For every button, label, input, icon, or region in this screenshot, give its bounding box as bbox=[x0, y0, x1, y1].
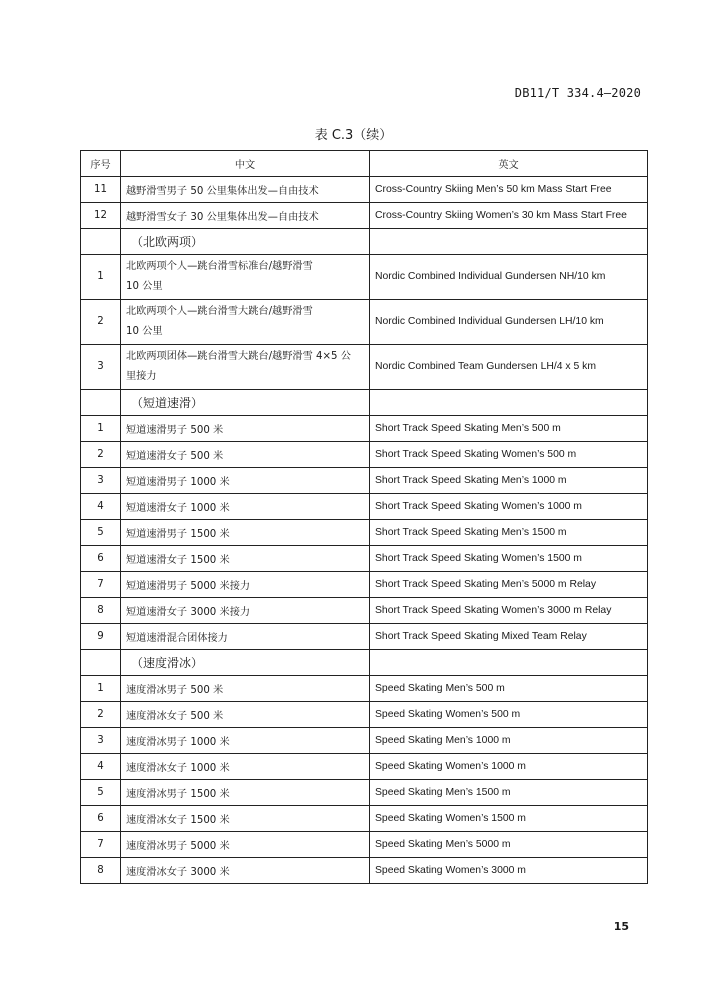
table-row bbox=[81, 598, 648, 624]
cell-en: Speed Skating Men’s 1500 m bbox=[370, 780, 648, 806]
cell-no: 3 bbox=[81, 468, 121, 494]
table-row bbox=[81, 345, 648, 390]
cell-zh: 越野滑雪女子 30 公里集体出发—自由技术 bbox=[121, 203, 370, 229]
cell-en: Short Track Speed Skating Women’s 1500 m bbox=[370, 546, 648, 572]
cell-en: Speed Skating Women’s 1500 m bbox=[370, 806, 648, 832]
cell-no: 5 bbox=[81, 780, 121, 806]
table-row bbox=[81, 416, 648, 442]
table-row bbox=[81, 780, 648, 806]
cell-en: Nordic Combined Individual Gundersen LH/10 km bbox=[370, 300, 648, 345]
cell-no bbox=[81, 650, 121, 676]
table-section-row bbox=[81, 229, 648, 255]
table-title: 表 C.3（续） bbox=[314, 128, 393, 143]
cell-zh: （速度滑冰） bbox=[121, 650, 370, 676]
cell-zh: 速度滑冰女子 3000 米 bbox=[121, 858, 370, 884]
cell-en bbox=[370, 390, 648, 416]
cell-zh-line2: 里接力 bbox=[126, 371, 157, 382]
cell-zh: 速度滑冰男子 1500 米 bbox=[121, 780, 370, 806]
cell-no bbox=[81, 390, 121, 416]
cell-no: 1 bbox=[81, 255, 121, 300]
cell-no: 7 bbox=[81, 572, 121, 598]
cell-en bbox=[370, 650, 648, 676]
table-header-row bbox=[81, 151, 648, 177]
cell-en: Speed Skating Men’s 1000 m bbox=[370, 728, 648, 754]
cell-en: Speed Skating Men’s 500 m bbox=[370, 676, 648, 702]
table-row bbox=[81, 546, 648, 572]
cell-zh: 短道速滑混合团体接力 bbox=[121, 624, 370, 650]
table-section-row bbox=[81, 390, 648, 416]
cell-en: Short Track Speed Skating Mixed Team Relay bbox=[370, 624, 648, 650]
table-row bbox=[81, 832, 648, 858]
table-row bbox=[81, 728, 648, 754]
cell-no: 6 bbox=[81, 546, 121, 572]
table-row bbox=[81, 702, 648, 728]
table-section-row bbox=[81, 650, 648, 676]
cell-zh: 短道速滑男子 1500 米 bbox=[121, 520, 370, 546]
cell-en: Short Track Speed Skating Men’s 1500 m bbox=[370, 520, 648, 546]
cell-zh-line1: 北欧两项个人—跳台滑雪标准台/越野滑雪 bbox=[126, 261, 313, 272]
cell-no: 4 bbox=[81, 494, 121, 520]
cell-en: Speed Skating Men’s 5000 m bbox=[370, 832, 648, 858]
table-row bbox=[81, 255, 648, 300]
cell-zh-line1: 北欧两项个人—跳台滑雪大跳台/越野滑雪 bbox=[126, 306, 313, 317]
table-row bbox=[81, 177, 648, 203]
table-row bbox=[81, 624, 648, 650]
cell-no: 9 bbox=[81, 624, 121, 650]
cell-en: Speed Skating Women’s 500 m bbox=[370, 702, 648, 728]
cell-no: 11 bbox=[81, 177, 121, 203]
page-number: 15 bbox=[613, 920, 629, 933]
cell-no: 3 bbox=[81, 728, 121, 754]
cell-no: 7 bbox=[81, 832, 121, 858]
cell-no: 5 bbox=[81, 520, 121, 546]
cell-zh: 速度滑冰男子 5000 米 bbox=[121, 832, 370, 858]
cell-en bbox=[370, 229, 648, 255]
cell-no: 2 bbox=[81, 702, 121, 728]
cell-no: 2 bbox=[81, 442, 121, 468]
table-row bbox=[81, 676, 648, 702]
cell-zh: （北欧两项） bbox=[121, 229, 370, 255]
cell-en: Short Track Speed Skating Women’s 3000 m Relay bbox=[370, 598, 648, 624]
cell-en: Nordic Combined Individual Gundersen NH/10 km bbox=[370, 255, 648, 300]
table-row bbox=[81, 806, 648, 832]
column-header-en: 英文 bbox=[370, 151, 648, 177]
cell-en: Cross-Country Skiing Women’s 30 km Mass Start Free bbox=[370, 203, 648, 229]
cell-zh: （短道速滑） bbox=[121, 390, 370, 416]
column-header-zh: 中文 bbox=[121, 151, 370, 177]
cell-zh: 短道速滑男子 5000 米接力 bbox=[121, 572, 370, 598]
cell-zh: 短道速滑女子 1000 米 bbox=[121, 494, 370, 520]
cell-en: Cross-Country Skiing Men’s 50 km Mass Start Free bbox=[370, 177, 648, 203]
standard-code: DB11/T 334.4—2020 bbox=[514, 86, 641, 100]
cell-zh: 速度滑冰男子 500 米 bbox=[121, 676, 370, 702]
table-row bbox=[81, 754, 648, 780]
cell-no: 3 bbox=[81, 345, 121, 390]
cell-zh: 速度滑冰女子 500 米 bbox=[121, 702, 370, 728]
table-body bbox=[81, 177, 648, 884]
cell-zh: 越野滑雪男子 50 公里集体出发—自由技术 bbox=[121, 177, 370, 203]
cell-zh-line2: 10 公里 bbox=[126, 326, 163, 337]
cell-no: 4 bbox=[81, 754, 121, 780]
cell-no bbox=[81, 229, 121, 255]
cell-en: Short Track Speed Skating Women’s 1000 m bbox=[370, 494, 648, 520]
cell-no: 1 bbox=[81, 416, 121, 442]
cell-zh: 短道速滑女子 1500 米 bbox=[121, 546, 370, 572]
cell-no: 6 bbox=[81, 806, 121, 832]
cell-no: 1 bbox=[81, 676, 121, 702]
cell-zh: 短道速滑男子 1000 米 bbox=[121, 468, 370, 494]
cell-zh-line2: 10 公里 bbox=[126, 281, 163, 292]
cell-en: Short Track Speed Skating Men’s 1000 m bbox=[370, 468, 648, 494]
cell-zh bbox=[121, 345, 370, 390]
table-row bbox=[81, 203, 648, 229]
table-row bbox=[81, 494, 648, 520]
table-row bbox=[81, 520, 648, 546]
terms-table bbox=[80, 150, 648, 884]
cell-en: Nordic Combined Team Gundersen LH/4 x 5 km bbox=[370, 345, 648, 390]
cell-no: 12 bbox=[81, 203, 121, 229]
cell-zh: 速度滑冰女子 1000 米 bbox=[121, 754, 370, 780]
cell-en: Short Track Speed Skating Women’s 500 m bbox=[370, 442, 648, 468]
table-row bbox=[81, 442, 648, 468]
cell-zh-line1: 北欧两项团体—跳台滑雪大跳台/越野滑雪 4×5 公 bbox=[126, 351, 351, 362]
table-row bbox=[81, 468, 648, 494]
cell-zh bbox=[121, 300, 370, 345]
cell-en: Short Track Speed Skating Men’s 5000 m Relay bbox=[370, 572, 648, 598]
table-row bbox=[81, 572, 648, 598]
cell-zh: 速度滑冰女子 1500 米 bbox=[121, 806, 370, 832]
cell-zh: 短道速滑女子 500 米 bbox=[121, 442, 370, 468]
cell-zh: 短道速滑女子 3000 米接力 bbox=[121, 598, 370, 624]
cell-no: 2 bbox=[81, 300, 121, 345]
cell-no: 8 bbox=[81, 598, 121, 624]
table-row bbox=[81, 300, 648, 345]
cell-no: 8 bbox=[81, 858, 121, 884]
cell-en: Short Track Speed Skating Men’s 500 m bbox=[370, 416, 648, 442]
column-header-no: 序号 bbox=[81, 151, 121, 177]
cell-zh bbox=[121, 255, 370, 300]
cell-en: Speed Skating Women’s 1000 m bbox=[370, 754, 648, 780]
cell-zh: 短道速滑男子 500 米 bbox=[121, 416, 370, 442]
cell-en: Speed Skating Women’s 3000 m bbox=[370, 858, 648, 884]
table-row bbox=[81, 858, 648, 884]
cell-zh: 速度滑冰男子 1000 米 bbox=[121, 728, 370, 754]
